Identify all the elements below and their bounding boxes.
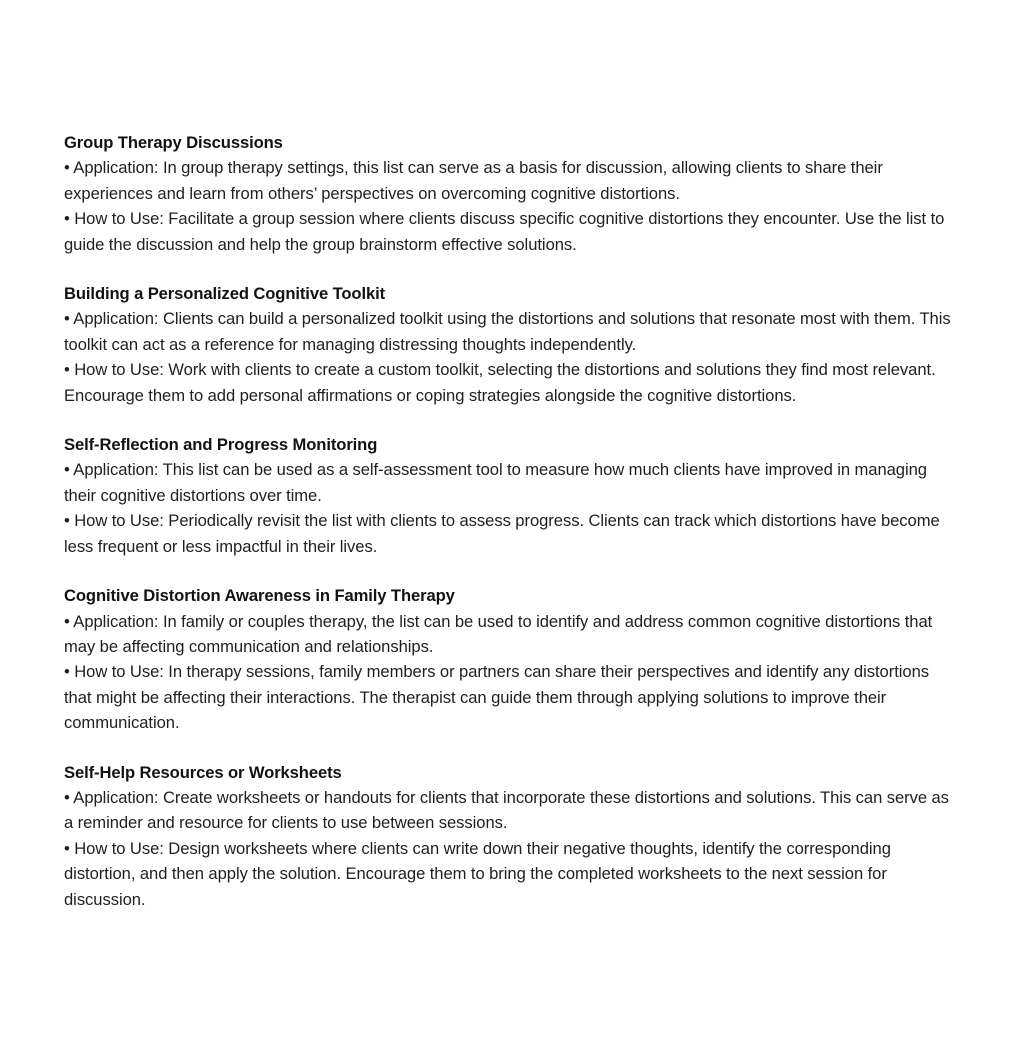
bullet-paragraph: • How to Use: Design worksheets where clients can write down their negative thoughts, identify the corresponding distortion, and then apply the solution. Encourage them to bring the completed worksheets to the next session for discussion. xyxy=(64,838,891,909)
bullet-paragraph: • How to Use: Facilitate a group session where clients discuss specific cognitive distortions they encounter. Use the list to guide the discussion and help the group brainstorm effective solutions. xyxy=(64,209,945,254)
section-group-therapy-discussions xyxy=(64,130,956,257)
bullet-paragraph: • Application: This list can be used as a self-assessment tool to measure how much clients have improved in managing their cognitive distortions over time. xyxy=(64,460,927,505)
section-heading: Self-Reflection and Progress Monitoring xyxy=(64,435,378,455)
bullet-paragraph: • How to Use: Periodically revisit the list with clients to assess progress. Clients can track which distortions have become less frequent or less impactful in their lives. xyxy=(64,511,940,556)
bullet-paragraph: • Application: In group therapy settings, this list can serve as a basis for discussion, allowing clients to share their experiences and learn from others’ perspectives on overcoming cognitive distortions. xyxy=(64,158,883,203)
section-cognitive-distortion-awareness-in-family-therapy xyxy=(64,583,956,735)
section-heading: Group Therapy Discussions xyxy=(64,133,283,152)
bullet-paragraph: • Application: Clients can build a personalized toolkit using the distortions and solutions that resonate most with them. This toolkit can act as a reference for managing distressing thoughts independently. xyxy=(64,309,951,354)
section-heading: Building a Personalized Cognitive Toolkit xyxy=(64,284,386,304)
bullet-paragraph: • Application: Create worksheets or handouts for clients that incorporate these distortions and solutions. This can serve as a reminder and resource for clients to use between sessions. xyxy=(64,787,949,833)
bullet-paragraph: • Application: In family or couples therapy, the list can be used to identify and address common cognitive distortions that may be affecting communication and relationships. xyxy=(64,611,933,656)
bullet-paragraph: • How to Use: Work with clients to create a custom toolkit, selecting the distortions and solutions they find most relevant. Encourage them to add personal affirmations or coping strategies alongside the cognitive distortions. xyxy=(64,360,936,405)
section-heading: Cognitive Distortion Awareness in Family Therapy xyxy=(64,586,455,606)
section-heading: Self-Help Resources or Worksheets xyxy=(64,762,342,782)
section-self-help-resources-or-worksheets xyxy=(64,760,956,912)
document-body xyxy=(64,130,956,912)
section-self-reflection-and-progress-monitoring xyxy=(64,432,956,559)
section-building-a-personalized-cognitive-toolkit xyxy=(64,281,956,408)
bullet-paragraph: • How to Use: In therapy sessions, family members or partners can share their perspectives and identify any distortions that might be affecting their interactions. The therapist can guide them through applying solutions to improve their communication. xyxy=(64,662,930,733)
